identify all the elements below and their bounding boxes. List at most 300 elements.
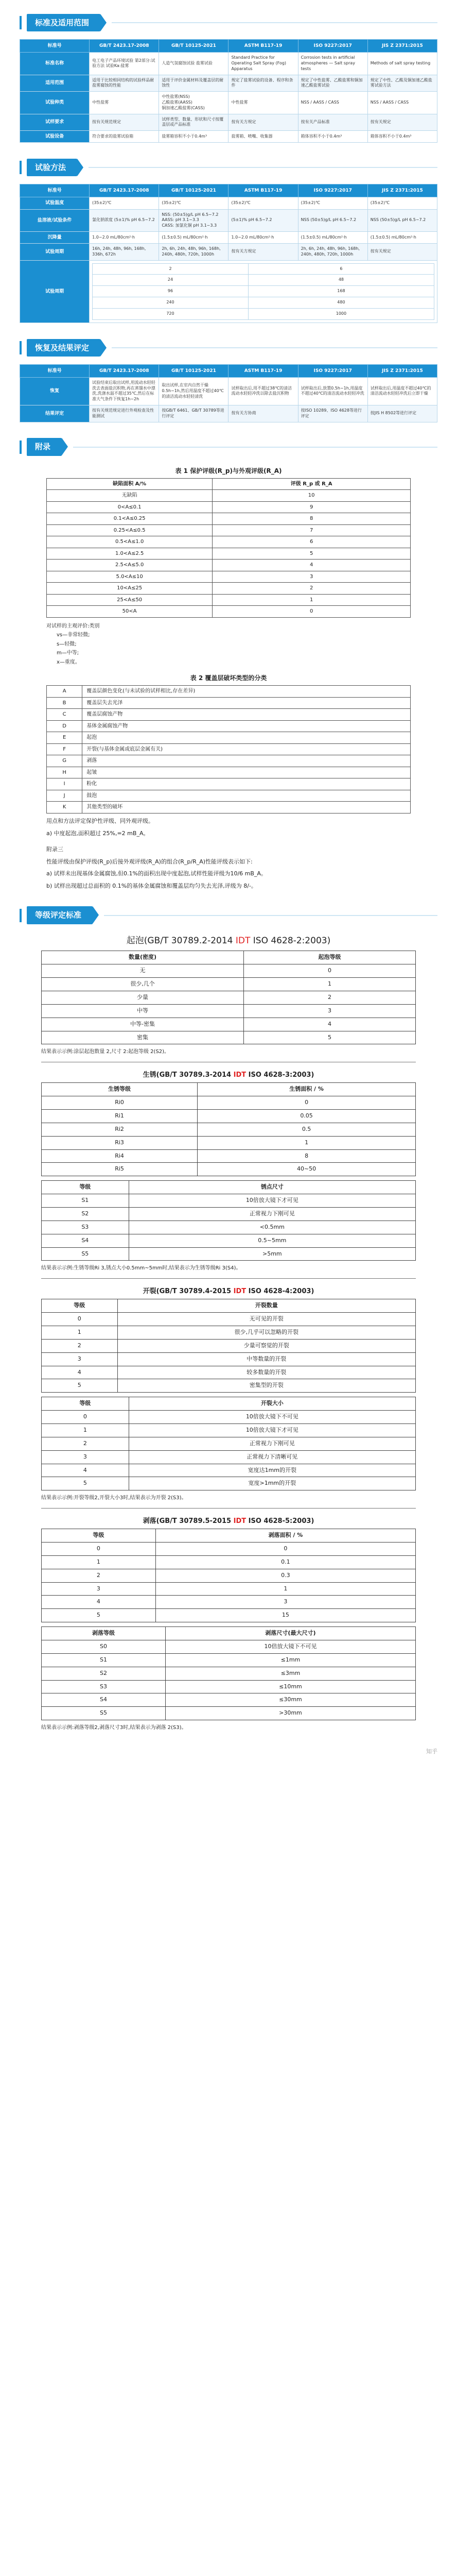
table-cell: ≤10mm <box>165 1680 415 1693</box>
table-row <box>42 1018 416 1031</box>
table-cell: >30mm <box>165 1707 415 1720</box>
table-cell: 按有关规范规定进行外观检查及性能测试 <box>90 405 159 422</box>
table-cell: ≤1mm <box>165 1653 415 1667</box>
table-cell: 试样取出后,用温度不超过40℃的清洁流动水轻轻冲洗后立即干燥 <box>367 377 437 405</box>
eval-heading: 恢复及结果评定 <box>27 339 100 357</box>
flake-title-std: ISO 4628-5:2003) <box>246 1517 314 1525</box>
table-cell: 覆盖层失去光泽 <box>82 697 411 709</box>
table-cell: 氯化钠浓度 (5±1)% pH 6.5~7.2 <box>90 209 159 231</box>
table-cell: ≤30mm <box>165 1693 415 1707</box>
column-header: ISO 9227:2017 <box>298 40 367 53</box>
table-cell: NSS / AASS / CASS <box>298 92 367 114</box>
table-row <box>20 244 437 261</box>
rating-banner <box>20 904 437 927</box>
table-cell: S3 <box>42 1680 166 1693</box>
table-row <box>42 1221 416 1234</box>
table-cell: D <box>47 720 82 732</box>
column-header: GB/T 10125-2021 <box>159 364 228 377</box>
scope-section <box>0 11 457 143</box>
table-cell: 3 <box>42 1450 129 1464</box>
table-cell: S5 <box>42 1707 166 1720</box>
crack-title <box>41 1287 416 1296</box>
appendix-para-5: a) 试样未出现基体金属腐蚀,但0.1%的面积出现中度起泡,试样性能评级为10/6 mB_A。 <box>46 870 267 877</box>
rating-heading: 等级评定标准 <box>27 906 93 924</box>
table-cell: 15 <box>155 1609 415 1622</box>
table-cell: 5.0<A≤10 <box>47 571 213 583</box>
table-row <box>42 1031 416 1044</box>
table-row <box>42 1437 416 1450</box>
scope-banner <box>20 11 437 34</box>
table-cell: 5 <box>42 1609 156 1622</box>
table-cell: 2 <box>42 1339 118 1352</box>
table-row <box>47 686 411 698</box>
table-row <box>42 1609 416 1622</box>
table-cell: 1 <box>243 978 415 991</box>
table-cell: 4 <box>42 1464 129 1477</box>
table-cell: (35±2)℃ <box>298 197 367 209</box>
eval-table <box>20 364 437 422</box>
table-cell: 试验结束后取出试样,用流动水轻轻洗去表面盐沉积物,再在蒸馏水中漂洗,洗涤水温不超过35℃,然后在标准大气条件下恢复1h~2h <box>90 377 159 405</box>
table-cell: 7 <box>213 524 411 536</box>
table-cell: 6 <box>213 536 411 548</box>
table-cell: 50<A <box>47 606 213 618</box>
table-cell: 1.0~2.0 mL/80cm²·h <box>90 231 159 243</box>
rust-grade-table <box>41 1082 416 1176</box>
table-cell: H <box>47 767 82 778</box>
table-cell: 箱体容积不小于0.4m³ <box>298 131 367 143</box>
table-cell: 1 <box>42 1555 156 1569</box>
table-cell: 较多数量的开裂 <box>117 1366 416 1379</box>
column-header: JIS Z 2371:2015 <box>367 40 437 53</box>
table-cell: 按有关方协商 <box>228 405 298 422</box>
table-row <box>42 1234 416 1247</box>
flake-size-col-grade: 剥落等级 <box>42 1627 166 1640</box>
table-row <box>42 1207 416 1221</box>
density-col-quantity: 数量(密度) <box>42 951 244 964</box>
table-cell: 5 <box>243 1031 415 1044</box>
severity-item: m—中等; <box>57 650 79 656</box>
table-cell: S1 <box>42 1653 166 1667</box>
table-row <box>20 405 437 422</box>
rust-size-table <box>41 1180 416 1261</box>
row-header: 试验周期 <box>20 244 90 261</box>
table-cell: 规定了盐雾试验的设备、程序和条件 <box>228 75 298 92</box>
appendix-para-2: a) 中度起泡,面积超过 25%,=2 mB_A。 <box>46 829 149 837</box>
appendix-para-4: 性能评级由保护评级(R_p)后接外观评级(R_A)的组合(R_p/R_A)性能评级表示如下: <box>46 858 253 865</box>
table-cell: S0 <box>42 1640 166 1654</box>
column-header: ASTM B117-19 <box>228 40 298 53</box>
method-banner <box>20 156 437 179</box>
table-cell: 宽度达1mm的开裂 <box>129 1464 415 1477</box>
table-cell: 3 <box>42 1582 156 1596</box>
table-cell: Ri3 <box>42 1136 198 1149</box>
table-cell: 0.5<A≤1.0 <box>47 536 213 548</box>
table-cell: 0 <box>42 1313 118 1326</box>
table-row <box>42 1339 416 1352</box>
table-cell: 试样取出后,放置0.5h~1h,用温度不超过40℃的清洁流动水轻轻冲洗 <box>298 377 367 405</box>
table-cell: S4 <box>42 1693 166 1707</box>
divider <box>41 1508 416 1509</box>
table-cell: (35±2)℃ <box>228 197 298 209</box>
table-row <box>47 778 411 790</box>
table-cell: 其他类型的破坏 <box>82 802 411 814</box>
table-row <box>20 231 437 243</box>
table-cell: 4 <box>42 1596 156 1609</box>
table-cell: 覆盖层腐蚀产物 <box>82 709 411 721</box>
table-row <box>47 536 411 548</box>
scope-heading: 标准及适用范围 <box>27 14 100 31</box>
table-row <box>47 709 411 721</box>
eval-banner <box>20 336 437 359</box>
table-cell: 中性盐雾(NSS) 乙酸盐雾(AASS) 铜加速乙酸盐雾(CASS) <box>159 92 228 114</box>
appendix-banner <box>20 436 437 459</box>
table-cell: ≤3mm <box>165 1667 415 1680</box>
table-row <box>42 1352 416 1366</box>
row-header: 盐溶液/试验条件 <box>20 209 90 231</box>
mini-row <box>93 263 434 275</box>
period-mini-table <box>92 263 434 320</box>
table-row <box>47 697 411 709</box>
table-cell: 无可见的开裂 <box>117 1313 416 1326</box>
mini-cell: 96 <box>93 286 249 297</box>
table-cell: 5 <box>42 1379 118 1393</box>
table-row <box>42 1194 416 1208</box>
table-cell: 2.5<A≤5.0 <box>47 560 213 571</box>
table-row <box>42 1110 416 1123</box>
table-row <box>42 1366 416 1379</box>
table-cell: 密集型的开裂 <box>117 1379 416 1393</box>
rust-title <box>41 1071 416 1080</box>
method-table <box>20 184 437 323</box>
table-cell: 10倍放大镜下才可见 <box>129 1424 415 1437</box>
table-cell: 2 <box>213 583 411 595</box>
table-cell <box>90 260 437 323</box>
crack-title-text: 开裂(GB/T 30789.4-2015 <box>143 1287 234 1295</box>
table-row <box>47 571 411 583</box>
table-row <box>47 501 411 513</box>
table1-col-rating: 评级 R_p 或 R_A <box>213 478 411 490</box>
table-cell: 规定了中性盐雾、乙酸盐雾和铜加速乙酸盐雾试验 <box>298 75 367 92</box>
table-cell: 适用于评价金属材料及覆盖层的耐蚀性 <box>159 75 228 92</box>
appendix-para-6: b) 试样出现超过总面积的 0.1%的基体金属腐蚀和覆盖层均匀失去光泽,评级为 8/-。 <box>46 882 257 889</box>
table-cell: 2h, 6h, 24h, 48h, 96h, 168h, 240h, 480h, 720h, 1000h <box>159 244 228 261</box>
column-header: 标准号 <box>20 40 90 53</box>
table-cell: 覆盖层颜色变化(与未试验的试样相比,存在差异) <box>82 686 411 698</box>
crack-title-std: ISO 4628-4:2003) <box>246 1287 314 1295</box>
table-cell: Ri1 <box>42 1110 198 1123</box>
table-row <box>20 114 437 131</box>
table-row <box>42 1450 416 1464</box>
row-header: 试验种类 <box>20 92 90 114</box>
table-row <box>42 1411 416 1424</box>
table-cell: 宽度>1mm的开裂 <box>129 1477 415 1490</box>
eval-section <box>0 336 457 422</box>
table-row <box>47 583 411 595</box>
table-row <box>42 1693 416 1707</box>
crack-size-col-grade: 等级 <box>42 1397 129 1411</box>
table-cell: 按有关规范规定 <box>90 114 159 131</box>
table-cell: 正常视力下刚可见 <box>129 1437 415 1450</box>
table-cell: J <box>47 790 82 802</box>
table-cell: 中等-密集 <box>42 1018 244 1031</box>
mini-cell: 6 <box>248 263 434 275</box>
crack-title-idt: IDT <box>233 1287 247 1295</box>
table-row <box>42 1379 416 1393</box>
flake-title-idt: IDT <box>233 1517 247 1525</box>
table-cell: <0.5mm <box>129 1221 415 1234</box>
table-cell: 0.3 <box>155 1569 415 1582</box>
table-row <box>42 964 416 978</box>
table-cell: 1 <box>198 1136 416 1149</box>
table-cell: 4 <box>42 1366 118 1379</box>
flake-title-text: 剥落(GB/T 30789.5-2015 <box>143 1517 234 1525</box>
rust-title-text: 生锈(GB/T 30789.3-2014 <box>143 1071 234 1079</box>
table-row <box>42 1640 416 1654</box>
table-row <box>42 1247 416 1261</box>
table-row <box>42 1096 416 1110</box>
crack-grade-table <box>41 1299 416 1393</box>
table-cell: 正常视力下刚可见 <box>129 1207 415 1221</box>
row-header: 恢复 <box>20 377 90 405</box>
rust-size-col-size: 锈点尺寸 <box>129 1181 415 1194</box>
table-cell: 电工电子产品环境试验 第2部分:试验方法 试验Ka:盐雾 <box>90 53 159 75</box>
table-cell: 试样类型、数量、形状和尺寸按覆盖层或产品标准 <box>159 114 228 131</box>
rust-note: 结果表示示例:生锈等级Ri 3,锈点大小0.5mm~5mm时,结果表示为生锈等级Ri 3(S4)。 <box>41 1265 241 1272</box>
table-cell: C <box>47 709 82 721</box>
table-cell: (35±2)℃ <box>90 197 159 209</box>
crack-size-table <box>41 1397 416 1490</box>
table-cell: S2 <box>42 1207 129 1221</box>
table-cell: Corrosion tests in artificial atmospheres — Salt spray tests <box>298 53 367 75</box>
table-cell: 3 <box>42 1352 118 1366</box>
mini-cell: 48 <box>248 275 434 286</box>
mini-cell: 720 <box>93 308 249 319</box>
table-cell: 0.5~5mm <box>129 1234 415 1247</box>
table-cell: 0 <box>213 606 411 618</box>
table-row <box>47 743 411 755</box>
table-cell: B <box>47 697 82 709</box>
table-cell: 箱体容积不小于0.4m³ <box>367 131 437 143</box>
damage-type-table <box>46 685 411 814</box>
table-cell: >5mm <box>129 1247 415 1261</box>
mini-row <box>93 308 434 319</box>
table-cell: 2 <box>42 1569 156 1582</box>
table-cell: 按有关规定 <box>367 244 437 261</box>
table-cell: 0 <box>243 964 415 978</box>
table-cell: 0 <box>155 1543 415 1556</box>
table-cell: 5 <box>213 548 411 560</box>
table-cell: 按有关规定 <box>367 114 437 131</box>
table-cell: 基体金属腐蚀产物 <box>82 720 411 732</box>
table-cell: 16h, 24h, 48h, 96h, 168h, 336h, 672h <box>90 244 159 261</box>
table-row <box>42 991 416 1004</box>
table-cell: 0.25<A≤0.5 <box>47 524 213 536</box>
table-row <box>47 802 411 814</box>
table-cell: 3 <box>213 571 411 583</box>
table-cell: 人造气氛腐蚀试验 盐雾试验 <box>159 53 228 75</box>
table-row <box>42 1149 416 1163</box>
table-row <box>20 53 437 75</box>
table-cell: NSS / AASS / CASS <box>367 92 437 114</box>
column-header: ISO 9227:2017 <box>298 184 367 197</box>
table-row <box>20 92 437 114</box>
mini-cell: 1000 <box>248 308 434 319</box>
column-header: GB/T 2423.17-2008 <box>90 40 159 53</box>
appendix-section <box>0 436 457 459</box>
table-cell: 1 <box>155 1582 415 1596</box>
mini-row <box>93 297 434 309</box>
table-cell: 1 <box>42 1424 129 1437</box>
table-cell: 盐雾箱容积不小于0.4m³ <box>159 131 228 143</box>
table-cell: 中等数量的开裂 <box>117 1352 416 1366</box>
table-row <box>42 1313 416 1326</box>
rating-body <box>0 935 457 1732</box>
table-row <box>42 1464 416 1477</box>
table-cell: (35±2)℃ <box>159 197 228 209</box>
table-cell: G <box>47 755 82 767</box>
table-row <box>42 1653 416 1667</box>
severity-item: vs—非常轻微; <box>57 632 90 638</box>
column-header: JIS Z 2371:2015 <box>367 184 437 197</box>
column-header: ASTM B117-19 <box>228 364 298 377</box>
row-header: 适用范围 <box>20 75 90 92</box>
table-cell: 很少,几乎可以忽略的开裂 <box>117 1326 416 1340</box>
blister-title <box>41 935 416 947</box>
row-header: 试验温度 <box>20 197 90 209</box>
rust-size-col-grade: 等级 <box>42 1181 129 1194</box>
table-cell: 无 <box>42 964 244 978</box>
mini-cell: 24 <box>93 275 249 286</box>
table-cell: Ri2 <box>42 1123 198 1136</box>
table-cell: 8 <box>213 513 411 525</box>
table-cell: 2 <box>243 991 415 1004</box>
table-row <box>42 1680 416 1693</box>
rating-section <box>0 904 457 927</box>
divider <box>41 1278 416 1279</box>
table-cell: 0<A≤0.1 <box>47 501 213 513</box>
rust-title-std: ISO 4628-3:2003) <box>246 1071 314 1079</box>
table-row <box>42 1123 416 1136</box>
table-cell: 规定了中性、乙酸及铜加速乙酸盐雾试验方法 <box>367 75 437 92</box>
appendix-para-3: 附录三 <box>46 846 63 853</box>
table-cell: 0 <box>198 1096 416 1110</box>
table-cell: 3 <box>155 1596 415 1609</box>
table-row <box>47 732 411 744</box>
table-row <box>42 1569 416 1582</box>
table-cell: 0.5 <box>198 1123 416 1136</box>
table-cell: 0 <box>42 1411 129 1424</box>
table-cell: 0.05 <box>198 1110 416 1123</box>
table-cell: NSS (50±5)g/L pH 6.5~7.2 <box>367 209 437 231</box>
table-cell: 起泡 <box>82 732 411 744</box>
mini-cell: 480 <box>248 297 434 309</box>
table-row <box>20 131 437 143</box>
table-row <box>42 1555 416 1569</box>
rust-col-grade: 生锈等级 <box>42 1083 198 1096</box>
table-cell: (1.5±0.5) mL/80cm²·h <box>367 231 437 243</box>
table-cell: 10<A≤25 <box>47 583 213 595</box>
table-cell: (5±1)% pH 6.5~7.2 <box>228 209 298 231</box>
table-cell: A <box>47 686 82 698</box>
table-cell: S3 <box>42 1221 129 1234</box>
table-cell: 1 <box>42 1326 118 1340</box>
flake-note: 结果表示示例:剥落等级2,剥落尺寸3时,结果表示为剥落 2(S3)。 <box>41 1725 187 1731</box>
table-cell: 开裂(与基体金属或底层金属有关) <box>82 743 411 755</box>
table-cell: 10 <box>213 490 411 502</box>
column-header: GB/T 2423.17-2008 <box>90 364 159 377</box>
table1-title: 表 1 保护评级(R_p)与外观评级(R_A) <box>175 467 282 474</box>
table-cell: 2h, 6h, 24h, 48h, 96h, 168h, 240h, 480h, 720h, 1000h <box>298 244 367 261</box>
footer-logo: 知乎 <box>426 1748 437 1755</box>
rust-title-idt: IDT <box>233 1071 247 1079</box>
mini-row <box>93 275 434 286</box>
table-cell: E <box>47 732 82 744</box>
table-cell: S5 <box>42 1247 129 1261</box>
mini-cell: 168 <box>248 286 434 297</box>
mini-row <box>93 286 434 297</box>
table-cell: Standard Practice for Operating Salt Spray (Fog) Apparatus <box>228 53 298 75</box>
table-row <box>42 1543 416 1556</box>
table-cell: 0 <box>42 1543 156 1556</box>
table-cell: 0.1<A≤0.25 <box>47 513 213 525</box>
table-cell: 少量可察觉的开裂 <box>117 1339 416 1352</box>
flake-size-table <box>41 1626 416 1720</box>
table-row <box>47 755 411 767</box>
table-cell: 无缺陷 <box>47 490 213 502</box>
table-cell: I <box>47 778 82 790</box>
table-cell: 取出试样,在室内自然干燥0.5h~1h,然后用温度不超过40℃的清洁流动水轻轻清洗 <box>159 377 228 405</box>
table-cell: 3 <box>243 1004 415 1018</box>
table-cell: (1.5±0.5) mL/80cm²·h <box>159 231 228 243</box>
table-cell: 盐雾箱、喷嘴、收集器 <box>228 131 298 143</box>
row-header: 试验设备 <box>20 131 90 143</box>
method-heading: 试验方法 <box>27 159 77 176</box>
table-cell: 0.1 <box>155 1555 415 1569</box>
mini-cell: 240 <box>93 297 249 309</box>
blister-note: 结果表示示例:涂层起泡数量 2,尺寸 2:起泡等级 2(S2)。 <box>41 1049 170 1055</box>
table-cell: (35±2)℃ <box>367 197 437 209</box>
table-cell: NSS: (50±5)g/L pH 6.5~7.2 AASS: pH 3.1~3.3 CASS: 加氯化铜 pH 3.1~3.3 <box>159 209 228 231</box>
severity-legend <box>46 632 411 666</box>
table-cell: 密集 <box>42 1031 244 1044</box>
table-cell: Ri4 <box>42 1149 198 1163</box>
table-row <box>42 1424 416 1437</box>
table-cell: 2 <box>42 1437 129 1450</box>
table-row <box>47 594 411 606</box>
crack-col-grade: 等级 <box>42 1299 118 1313</box>
table-cell: 中等 <box>42 1004 244 1018</box>
protection-rating-table <box>46 478 411 618</box>
row-header: 沉降量 <box>20 231 90 243</box>
blister-title-std: ISO 4628-2:2003) <box>250 935 331 946</box>
crack-size-col-size: 开裂大小 <box>129 1397 415 1411</box>
row-header: 试样要求 <box>20 114 90 131</box>
table-cell: NSS (50±5)g/L pH 6.5~7.2 <box>298 209 367 231</box>
table-cell: 1.0<A≤2.5 <box>47 548 213 560</box>
flake-size-col-size: 剥落尺寸(最大尺寸) <box>165 1627 415 1640</box>
table-cell: 按GB/T 6461、GB/T 30789等进行评定 <box>159 405 228 422</box>
crack-col-count: 开裂数量 <box>117 1299 416 1313</box>
table-row <box>47 790 411 802</box>
table-row <box>42 1596 416 1609</box>
table-row <box>47 513 411 525</box>
table-cell: S4 <box>42 1234 129 1247</box>
table-row <box>42 1707 416 1720</box>
table-cell: 少量 <box>42 991 244 1004</box>
row-header: 结果评定 <box>20 405 90 422</box>
severity-item: s—轻微; <box>57 641 77 647</box>
table-row <box>42 1477 416 1490</box>
